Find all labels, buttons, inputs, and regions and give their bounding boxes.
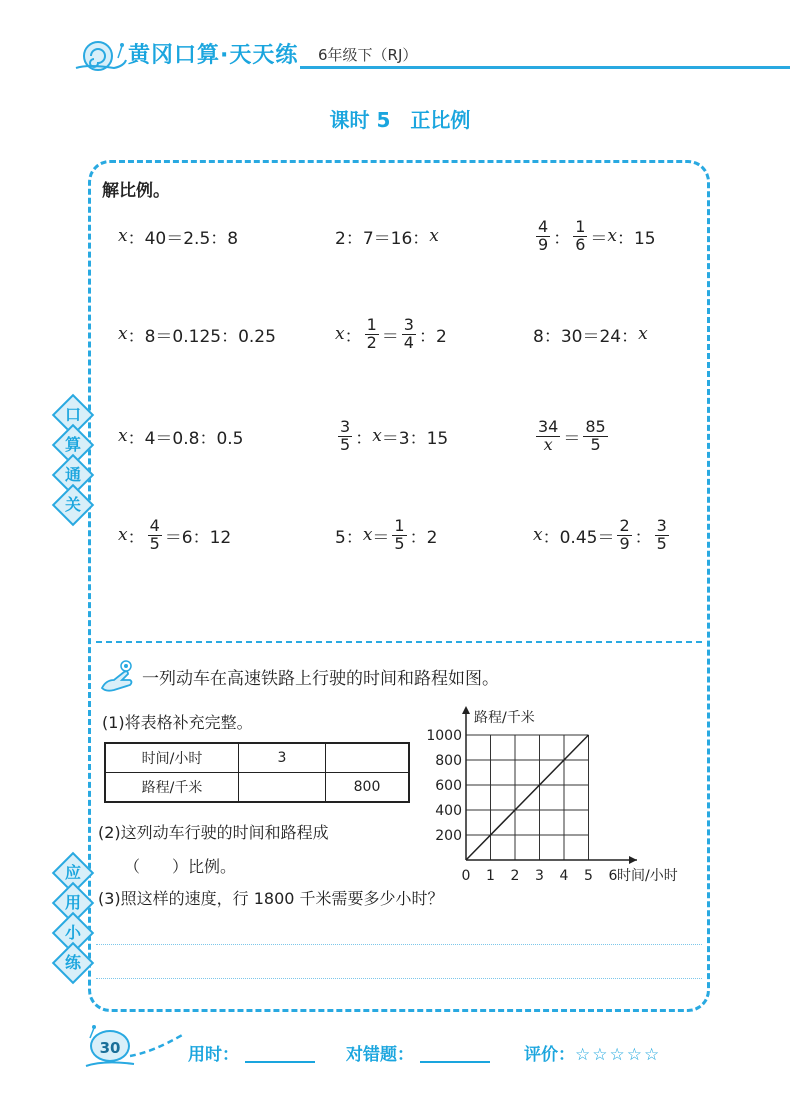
variable-x: x bbox=[118, 226, 128, 246]
fraction-numerator: 1 bbox=[366, 314, 377, 334]
side-tab-char: 通 bbox=[64, 465, 81, 484]
equation-text: ＝ bbox=[381, 326, 399, 347]
fraction-denominator: 6 bbox=[575, 234, 586, 254]
page-number: 30 bbox=[90, 1030, 130, 1062]
answer-cell[interactable] bbox=[326, 743, 410, 773]
fraction-denominator: x bbox=[543, 434, 553, 454]
variable-x: x bbox=[118, 324, 128, 344]
equation bbox=[118, 513, 231, 557]
brand-title: 黄冈口算·天天练 bbox=[128, 43, 299, 68]
fraction-denominator: 5 bbox=[149, 533, 160, 553]
fraction-denominator: 5 bbox=[656, 533, 667, 553]
footer-swoosh bbox=[128, 1030, 188, 1060]
y-tick-label: 800 bbox=[435, 753, 462, 769]
fraction bbox=[536, 216, 550, 254]
equation-text: ＝ bbox=[372, 527, 390, 548]
table-row bbox=[105, 773, 409, 803]
side-tab-char: 练 bbox=[64, 953, 81, 972]
fraction bbox=[402, 314, 416, 352]
side-tab-char: 应 bbox=[64, 863, 81, 882]
fraction-numerator: 85 bbox=[585, 416, 606, 436]
series-line bbox=[466, 735, 589, 860]
equation bbox=[335, 312, 447, 356]
x-tick-label: 1 bbox=[486, 868, 495, 884]
fraction-numerator: 1 bbox=[575, 216, 586, 236]
equation bbox=[118, 214, 238, 258]
equation-text: ：2 bbox=[409, 527, 438, 548]
side-tab-char: 关 bbox=[64, 495, 81, 514]
equation bbox=[335, 214, 439, 258]
fraction bbox=[583, 416, 607, 454]
row-label-distance: 路程/千米 bbox=[105, 773, 239, 803]
equation-text: ： bbox=[553, 228, 571, 249]
section-divider bbox=[96, 641, 702, 643]
correct-count-blank[interactable] bbox=[420, 1047, 490, 1063]
question-1: (1)将表格补充完整。 bbox=[102, 713, 253, 732]
equation-text: 8：30＝24： bbox=[533, 326, 639, 347]
fraction bbox=[338, 416, 352, 454]
equation-text: ＝3：15 bbox=[381, 428, 449, 449]
equation-text: ：15 bbox=[616, 228, 656, 249]
y-axis-arrow-icon bbox=[462, 706, 470, 714]
equation-text: ＝ bbox=[590, 228, 608, 249]
rating-label bbox=[524, 1040, 661, 1065]
y-tick-label: 600 bbox=[435, 778, 462, 794]
x-tick-label: 4 bbox=[559, 868, 569, 884]
equation bbox=[533, 312, 648, 356]
equation-text: 5： bbox=[335, 527, 363, 548]
time-used-label bbox=[188, 1040, 315, 1065]
x-tick-label: 6 bbox=[608, 868, 618, 884]
side-tab-char: 算 bbox=[64, 435, 81, 454]
hand-pointer-icon bbox=[98, 658, 136, 694]
fraction bbox=[573, 216, 587, 254]
variable-x: x bbox=[607, 226, 617, 246]
time-distance-table bbox=[104, 742, 410, 803]
equation-text: ：2 bbox=[418, 326, 447, 347]
side-tab-char: 口 bbox=[64, 405, 81, 424]
y-tick-label: 200 bbox=[435, 828, 462, 844]
variable-x: x bbox=[362, 525, 373, 545]
fraction-denominator: 5 bbox=[394, 533, 405, 553]
fraction-denominator: 5 bbox=[590, 434, 601, 454]
section-title-solve-proportion: 解比例。 bbox=[102, 181, 170, 201]
x-tick-label: 5 bbox=[584, 868, 593, 884]
variable-x: x bbox=[638, 324, 648, 344]
time-used-text: 用时： bbox=[188, 1045, 239, 1065]
snail-logo-icon bbox=[70, 34, 130, 74]
variable-x: x bbox=[533, 525, 543, 545]
answer-line[interactable] bbox=[96, 978, 702, 979]
row-label-time: 时间/小时 bbox=[105, 743, 239, 773]
fraction bbox=[617, 515, 631, 553]
equation bbox=[335, 513, 437, 557]
equation bbox=[533, 513, 672, 557]
variable-x: x bbox=[335, 324, 345, 344]
x-tick-label: 2 bbox=[510, 868, 520, 884]
equation bbox=[118, 312, 276, 356]
time-used-blank[interactable] bbox=[245, 1047, 315, 1063]
equation bbox=[533, 414, 611, 458]
fraction-numerator: 34 bbox=[538, 416, 559, 436]
table-row bbox=[105, 743, 409, 773]
lesson-title: 课时 5 正比例 bbox=[329, 108, 471, 132]
answer-line[interactable] bbox=[96, 944, 702, 945]
y-axis-label: 路程/千米 bbox=[474, 710, 535, 726]
fraction-denominator: 2 bbox=[366, 332, 377, 352]
question-3: (3)照这样的速度，行 1800 千米需要多少小时？ bbox=[98, 889, 444, 908]
x-tick-label: 3 bbox=[535, 868, 544, 884]
equation-text: ：40＝2.5：8 bbox=[127, 228, 239, 249]
equation bbox=[533, 214, 656, 258]
fraction bbox=[148, 515, 162, 553]
fraction-numerator: 2 bbox=[619, 515, 630, 535]
equation-text: ：4＝0.8：0.5 bbox=[127, 428, 244, 449]
fraction-numerator: 1 bbox=[394, 515, 405, 535]
correct-count-text: 对错题： bbox=[346, 1045, 414, 1065]
fraction-denominator: 9 bbox=[619, 533, 630, 553]
rating-text: 评价： bbox=[524, 1045, 575, 1065]
answer-cell[interactable] bbox=[239, 773, 326, 803]
fraction-numerator: 3 bbox=[656, 515, 667, 535]
grade-label: 6年级下（RJ） bbox=[318, 46, 418, 64]
equation-text: ： bbox=[127, 527, 145, 548]
table-cell: 3 bbox=[239, 743, 326, 773]
equation-text: ：0.45＝ bbox=[542, 527, 615, 548]
fraction-denominator: 5 bbox=[340, 434, 351, 454]
problem-statement: 一列动车在高速铁路上行驶的时间和路程如图。 bbox=[142, 669, 499, 689]
fraction bbox=[365, 314, 379, 352]
equation-text: ： bbox=[634, 527, 652, 548]
variable-x: x bbox=[118, 426, 128, 446]
header-divider bbox=[300, 66, 790, 69]
fraction-numerator: 4 bbox=[149, 515, 160, 535]
variable-x: x bbox=[118, 525, 128, 545]
x-axis-label: 时间/小时 bbox=[617, 868, 678, 884]
equation bbox=[118, 414, 243, 458]
y-tick-label: 400 bbox=[435, 803, 462, 819]
fraction-numerator: 3 bbox=[403, 314, 414, 334]
equation-text: ： bbox=[355, 428, 373, 449]
side-tab-char: 用 bbox=[64, 893, 81, 912]
fraction-numerator: 4 bbox=[538, 216, 549, 236]
rating-stars-icon[interactable]: ☆☆☆☆☆ bbox=[575, 1045, 662, 1065]
equation-text: ：8＝0.125：0.25 bbox=[127, 326, 276, 347]
equation bbox=[335, 414, 448, 458]
fraction bbox=[392, 515, 406, 553]
fraction bbox=[655, 515, 669, 553]
question-2-line1: (2)这列动车行驶的时间和路程成 bbox=[98, 823, 329, 842]
equation-text: ＝ bbox=[563, 428, 581, 449]
distance-time-chart bbox=[420, 700, 710, 890]
fraction-numerator: 3 bbox=[340, 416, 351, 436]
correct-count-label bbox=[346, 1040, 490, 1065]
x-axis-arrow-icon bbox=[629, 856, 637, 864]
equation-text: ： bbox=[344, 326, 362, 347]
side-tab-char: 小 bbox=[64, 923, 81, 942]
variable-x: x bbox=[372, 426, 382, 446]
table-cell: 800 bbox=[326, 773, 410, 803]
fraction-denominator: 9 bbox=[538, 234, 549, 254]
question-2-line2: （ ）比例。 bbox=[124, 857, 237, 876]
y-tick-label: 1000 bbox=[426, 728, 462, 744]
fraction-denominator: 4 bbox=[403, 332, 414, 352]
equation-text: 2：7＝16： bbox=[335, 228, 430, 249]
x-tick-label: 0 bbox=[461, 868, 471, 884]
fraction bbox=[536, 416, 560, 454]
variable-x: x bbox=[429, 226, 439, 246]
equation-text: ＝6：12 bbox=[164, 527, 232, 548]
